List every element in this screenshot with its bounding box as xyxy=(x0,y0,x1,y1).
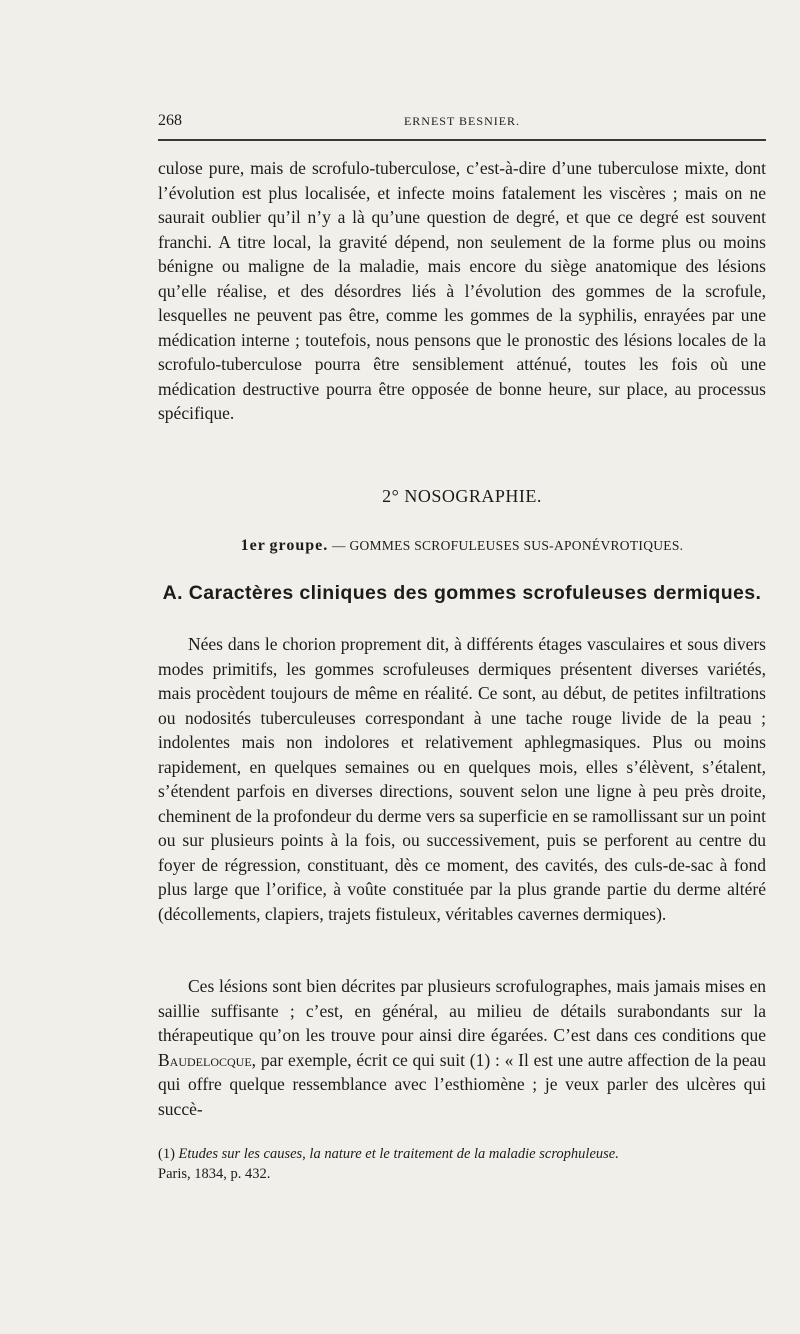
footnote-details: Paris, 1834, p. 432. xyxy=(158,1166,271,1182)
group-title: GOMMES SCROFULEUSES SUS-APONÉVROTIQUES. xyxy=(349,538,684,553)
paragraph-continuation: culose pure, mais de scrofulo-tuberculose, c’est-à-dire d’une tuberculose mixte, dont l’évolution est plus localisée, et infecte moins fatalement les viscères ; mais on ne saurait oublier qu’il n’y a là qu’une question de degré, et que ce degré est souvent franchi. A titre local, la gravité dépend, non seulement de la forme plus ou moins bénigne ou maligne de la maladie, mais encore du siège anatomique des lésions qu’elle réalise, et des désordres liés à l’évolution des gommes de la scrofule, lesquelles ne peuvent pas être, comme les gommes de la syphilis, enrayées par une médication interne ; toutefois, nous pensons que le pronostic des lésions locales de la scrofulo-tuberculose pourra être sensiblement atténué, toutes les fois où une médication destructive pourra être opposée de bonne heure, sur place, au processus spécifique. xyxy=(158,158,766,423)
paragraph-lesions-text-b: , par exemple, écrit ce qui suit (1) : « Il est une autre affection de la peau qui offre quelque ressemblance avec l’esthiomène ; je veux parler des ulcères qui succè- xyxy=(158,1049,766,1119)
subheading: A. Caractères cliniques des gommes scrofuleuses dermiques. xyxy=(162,582,762,604)
footnote-title: Etudes sur les causes, la nature et le traitement de la maladie scrophuleuse. xyxy=(178,1146,619,1162)
page-number: 268 xyxy=(158,112,182,129)
running-title: ERNEST BESNIER. xyxy=(403,114,521,128)
header-rule xyxy=(158,139,766,141)
footnote-marker: (1) xyxy=(158,1146,175,1162)
group-heading xyxy=(158,537,766,555)
paragraph-gommes: Nées dans le chorion proprement dit, à différents étages vasculaires et sous divers modes primitifs, les gommes scrofuleuses dermiques présentent diverses variétés, mais procèdent toujours de même en réalité. Ce sont, au début, de petites infiltrations ou nodosités tuberculeuses correspondant à une tache rouge livide de la peau ; indolentes mais non indolores et relativement aphlegmasiques. Plus ou moins rapidement, en quelques semaines ou en quelques mois, elles s’élèvent, s’étalent, s’étendent parfois en diverses directions, souvent selon une ligne à peu près droite, cheminent de la profondeur du derme vers sa superficie en se ramollissant sur un point ou sur plusieurs points à la fois, ou successivement, puis se perforent au centre du foyer de régression, constituant, dès ce moment, des cavités, des culs-de-sac à fond plus large que l’orifice, à voûte constituée par la plus grande partie du derme altéré (décollements, clapiers, trajets fistuleux, véritables cavernes dermiques). xyxy=(158,634,766,924)
group-number: 1er xyxy=(240,537,266,554)
section-title: 2° NOSOGRAPHIE. xyxy=(382,486,542,506)
footnote xyxy=(158,1144,766,1184)
paragraph-lesions-text-a: Ces lésions sont bien décrites par plusieurs scrofulographes, mais jamais mises en saillie suffisante ; c’est, en général, au milieu de détails surabondants sur la thérapeutique qu’on les trouve pour ainsi dire égarées. C’est dans ces conditions que xyxy=(158,976,766,1045)
paragraph-lesions xyxy=(158,974,766,1121)
author-name: Baudelocque xyxy=(158,1049,252,1070)
group-label: groupe. xyxy=(269,537,329,554)
group-dash: — xyxy=(331,538,346,553)
page-header xyxy=(158,112,766,134)
